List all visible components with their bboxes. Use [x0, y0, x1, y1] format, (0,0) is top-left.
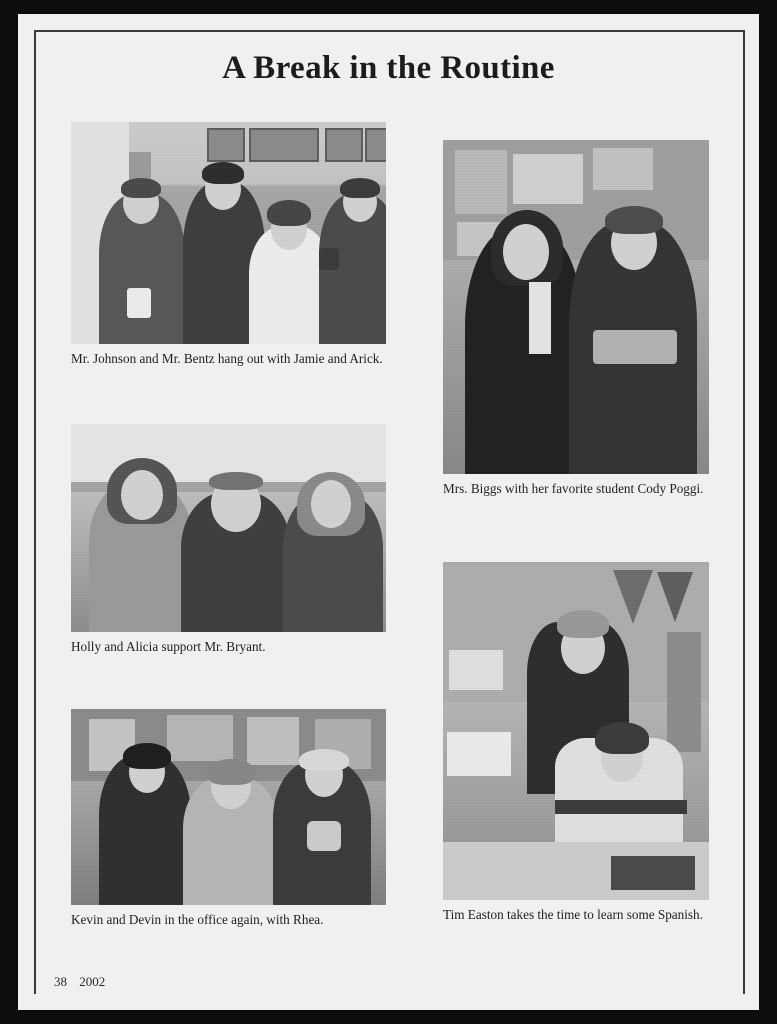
page-number: 38 [54, 974, 67, 989]
photo-block-biggs-poggi [443, 140, 709, 498]
photo-holly-alicia-bryant [71, 424, 386, 632]
photo-caption: Mr. Johnson and Mr. Bentz hang out with Jamie and Arick. [71, 351, 383, 366]
photo-caption: Mrs. Biggs with her favorite student Cody Poggi. [443, 481, 704, 496]
photo-caption: Holly and Alicia support Mr. Bryant. [71, 639, 266, 654]
photo-biggs-poggi [443, 140, 709, 474]
page-footer [54, 974, 105, 990]
page-title: A Break in the Routine [222, 50, 555, 86]
photo-block-holly-alicia-bryant [71, 424, 386, 656]
photo-johnson-bentz [71, 122, 386, 344]
photo-kevin-devin-rhea [71, 709, 386, 905]
page-year: 2002 [79, 974, 106, 989]
page-border-right [743, 30, 745, 994]
page-sheet [18, 14, 759, 1010]
photo-block-tim-easton [443, 562, 709, 924]
photo-tim-easton [443, 562, 709, 900]
photo-block-johnson-bentz [71, 122, 386, 368]
photo-caption: Tim Easton takes the time to learn some Spanish. [443, 907, 703, 922]
photo-block-kevin-devin-rhea [71, 709, 386, 929]
photo-caption: Kevin and Devin in the office again, with Rhea. [71, 912, 324, 927]
